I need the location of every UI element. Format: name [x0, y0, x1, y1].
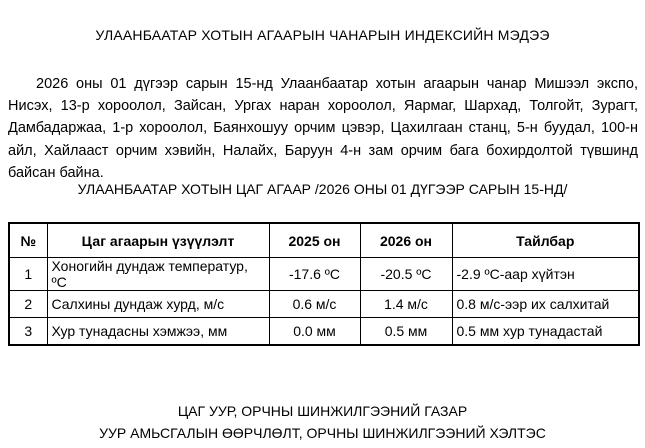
- value-2026-cell: 1.4 м/с: [360, 291, 452, 318]
- footer-line-2: УУР АМЬСГАЛЫН ӨӨРЧЛӨЛТ, ОРЧНЫ ШИНЖИЛГЭЭНИЙ ХЭЛТЭС: [99, 425, 546, 441]
- header-cell-indicator: Цаг агаарын үзүүлэлт: [47, 223, 269, 258]
- value-2026-cell: -20.5 ºС: [360, 258, 452, 291]
- document-footer: [0, 400, 645, 444]
- header-cell-year-2025: 2025 он: [269, 223, 360, 258]
- value-2025-cell: 0.6 м/с: [269, 291, 360, 318]
- row-number: 1: [9, 258, 47, 291]
- value-2026-cell: 0.5 мм: [360, 318, 452, 346]
- table-header-row: [9, 223, 639, 258]
- header-cell-number: №: [9, 223, 47, 258]
- intro-paragraph: 2026 оны 01 дүгээр сарын 15-нд Улаанбаатар хотын агаарын чанар Мишээл экспо, Нисэх, 13-р хороолол, Зайсан, Ургах наран хороолол, Яармаг, Шархад, Толгойт, Зурагт, Дамбадаржаа, 1-р хороолол, Баянхошуу орчим цэвэр, Цахилгаан станц, 5-н буудал, 100-н айл, Хайлааст орчим хэвийн, Налайх, Баруун 4-н зам орчим бага бохирдолтой түвшинд байсан байна.: [8, 75, 638, 182]
- footer-line-1: ЦАГ УУР, ОРЧНЫ ШИНЖИЛГЭЭНИЙ ГАЗАР: [177, 403, 468, 419]
- page-title: УЛААНБААТАР ХОТЫН АГААРЫН ЧАНАРЫН ИНДЕКСИЙН МЭДЭЭ: [95, 27, 550, 43]
- indicator-cell: Салхины дундаж хурд, м/с: [47, 291, 269, 318]
- row-number: 3: [9, 318, 47, 346]
- row-number: 2: [9, 291, 47, 318]
- table-row: [9, 318, 639, 346]
- remark-cell: 0.5 мм хур тунадастай: [452, 318, 639, 346]
- section-title: УЛААНБААТАР ХОТЫН ЦАГ АГААР /2026 ОНЫ 01 ДҮГЭЭР САРЫН 15-НД/: [77, 181, 568, 197]
- indicator-cell: Хур тунадасны хэмжээ, мм: [47, 318, 269, 346]
- remark-cell: 0.8 м/с-ээр их салхитай: [452, 291, 639, 318]
- table-row: [9, 291, 639, 318]
- header-cell-year-2026: 2026 он: [360, 223, 452, 258]
- weather-table: [8, 222, 640, 346]
- remark-cell: -2.9 ºС-аар хүйтэн: [452, 258, 639, 291]
- header-cell-remark: Тайлбар: [452, 223, 639, 258]
- table-row: [9, 258, 639, 291]
- value-2025-cell: -17.6 ºС: [269, 258, 360, 291]
- indicator-cell: Хоногийн дундаж температур, ºС: [47, 258, 269, 291]
- value-2025-cell: 0.0 мм: [269, 318, 360, 346]
